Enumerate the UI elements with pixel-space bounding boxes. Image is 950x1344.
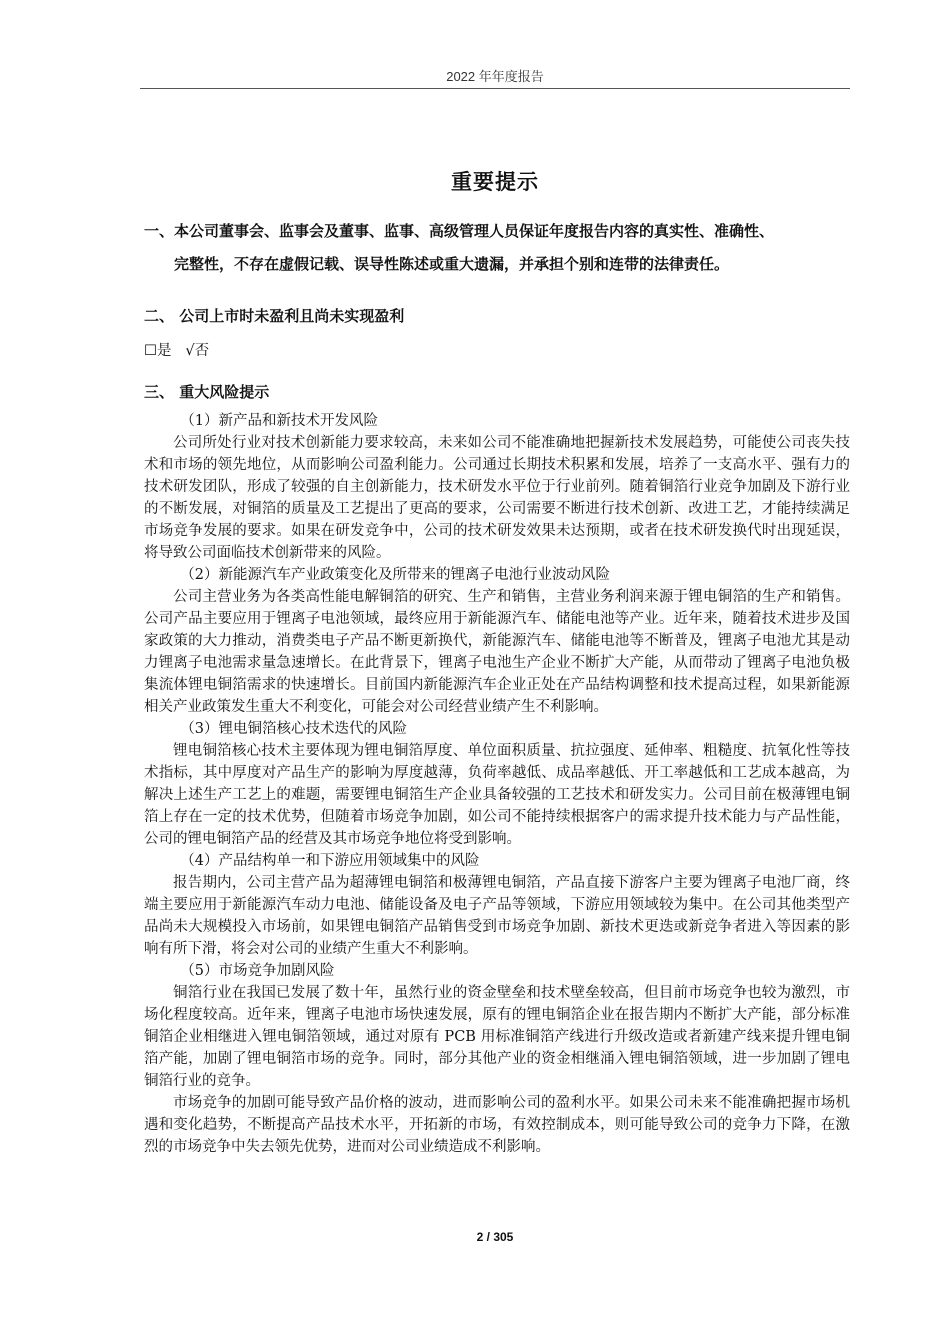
section3-heading: 三、 重大风险提示 [144,383,270,401]
unchecked-box-icon: ☐ [144,343,157,359]
option-yes-label: 是 [157,343,172,359]
risk-1-paragraph: 公司所处行业对技术创新能力要求较高，未来如公司不能准确地把握新技术发展趋势，可能使公司丧失技术和市场的领先地位，从而影响公司盈利能力。公司通过长期技术积累和发展，培养了一支高水平、强有力的技术研发团队，形成了较强的自主创新能力，技术研发水平位于行业前列。随着铜箔行业竞争加剧及下游行业的不断发展，对铜箔的质量及工艺提出了更高的要求，公司需要不断进行技术创新、改进工艺，才能持续满足市场竞争发展的要求。如果在研发竞争中，公司的技术研发效果未达预期，或者在技术研发换代时出现延误，将导致公司面临技术创新带来的风险。 [144,435,850,561]
risk-3-paragraph: 锂电铜箔核心技术主要体现为锂电铜箔厚度、单位面积质量、抗拉强度、延伸率、粗糙度、抗氧化性等技术指标，其中厚度对产品生产的影响为厚度越薄，负荷率越低、成品率越低、开工率越低和工艺成本越高，为解决上述生产工艺上的难题，需要锂电铜箔生产企业具备较强的工艺技术和研发实力。公司目前在极薄锂电铜箔上存在一定的技术优势，但随着市场竞争加剧，如公司不能持续根据客户的需求提升技术能力与产品性能，公司的锂电铜箔产品的经营及其市场竞争地位将受到影响。 [144,743,850,847]
page-number: 2 / 305 [476,1230,514,1244]
option-no-label: 否 [194,343,210,359]
risk-4-title: （4）产品结构单一和下游应用领域集中的风险 [180,853,480,869]
header-divider [140,88,850,89]
page-title: 重要提示 [451,170,539,194]
profit-options [144,339,209,360]
risk-1-title: （1）新产品和新技术开发风险 [180,413,378,429]
risk-4-paragraph: 报告期内，公司主营产品为超薄锂电铜箔和极薄锂电铜箔，产品直接下游客户主要为锂离子电池厂商，终端主要应用于新能源汽车动力电池、储能设备及电子产品等领域，下游应用领域较为集中。在公司其他类型产品尚未大规模投入市场前，如果锂电铜箔产品销售受到市场竞争加剧、新技术更迭或新竞争者进入等因素的影响有所下滑，将会对公司的业绩产生重大不利影响。 [144,875,850,957]
risk-2-paragraph: 公司主营业务为各类高性能电解铜箔的研究、生产和销售，主营业务利润来源于锂电铜箔的生产和销售。公司产品主要应用于锂离子电池领域，最终应用于新能源汽车、储能电池等产业。近年来，随着技术进步及国家政策的大力推动，消费类电子产品不断更新换代，新能源汽车、储能电池等不断普及，锂离子电池尤其是动力锂离子电池需求量急速增长。在此背景下，锂离子电池生产企业不断扩大产能，从而带动了锂离子电池负极集流体锂电铜箔需求的快速增长。目前国内新能源汽车企业正处在产品结构调整和技术提高过程，如果新能源相关产业政策发生重大不利变化，可能会对公司经营业绩产生不利影响。 [144,589,850,715]
risk-5-title: （5）市场竞争加剧风险 [180,963,335,979]
risk-2-title: （2）新能源汽车产业政策变化及所带来的锂离子电池行业波动风险 [180,567,610,583]
section1-line2: 完整性，不存在虚假记载、误导性陈述或重大遗漏，并承担个别和连带的法律责任。 [174,255,730,273]
risk-3-title: （3）锂电铜箔核心技术迭代的风险 [180,721,407,737]
risk-5-paragraph-1: 铜箔行业在我国已发展了数十年，虽然行业的资金壁垒和技术壁垒较高，但目前市场竞争也较为激烈，市场化程度较高。近年来，锂离子电池市场快速发展，原有的锂电铜箔企业在报告期内不断扩大产能，部分标准铜箔企业相继进入锂电铜箔领域，通过对原有 PCB 用标准铜箔产线进行升级改造或者新建产线来提升锂电铜箔产能，加剧了锂电铜箔市场的竞争。同时，部分其他产业的资金相继涌入锂电铜箔领域，进一步加剧了锂电铜箔行业的竞争。 [144,985,850,1089]
risk-5-paragraph-2: 市场竞争的加剧可能导致产品价格的波动，进而影响公司的盈利水平。如果公司未来不能准确把握市场机遇和变化趋势，不断提高产品技术水平，开拓新的市场，有效控制成本，则可能导致公司的竞争力下降，在激烈的市场竞争中失去领先优势，进而对公司业绩造成不利影响。 [144,1095,850,1155]
checkmark-icon: √ [185,343,195,359]
section1-line1: 一、本公司董事会、监事会及董事、监事、高级管理人员保证年度报告内容的真实性、准确性、 [144,222,775,240]
risk-list [144,410,850,1158]
section2-heading: 二、 公司上市时未盈利且尚未实现盈利 [144,307,405,325]
page-header: 2022 年年度报告 [446,69,544,84]
